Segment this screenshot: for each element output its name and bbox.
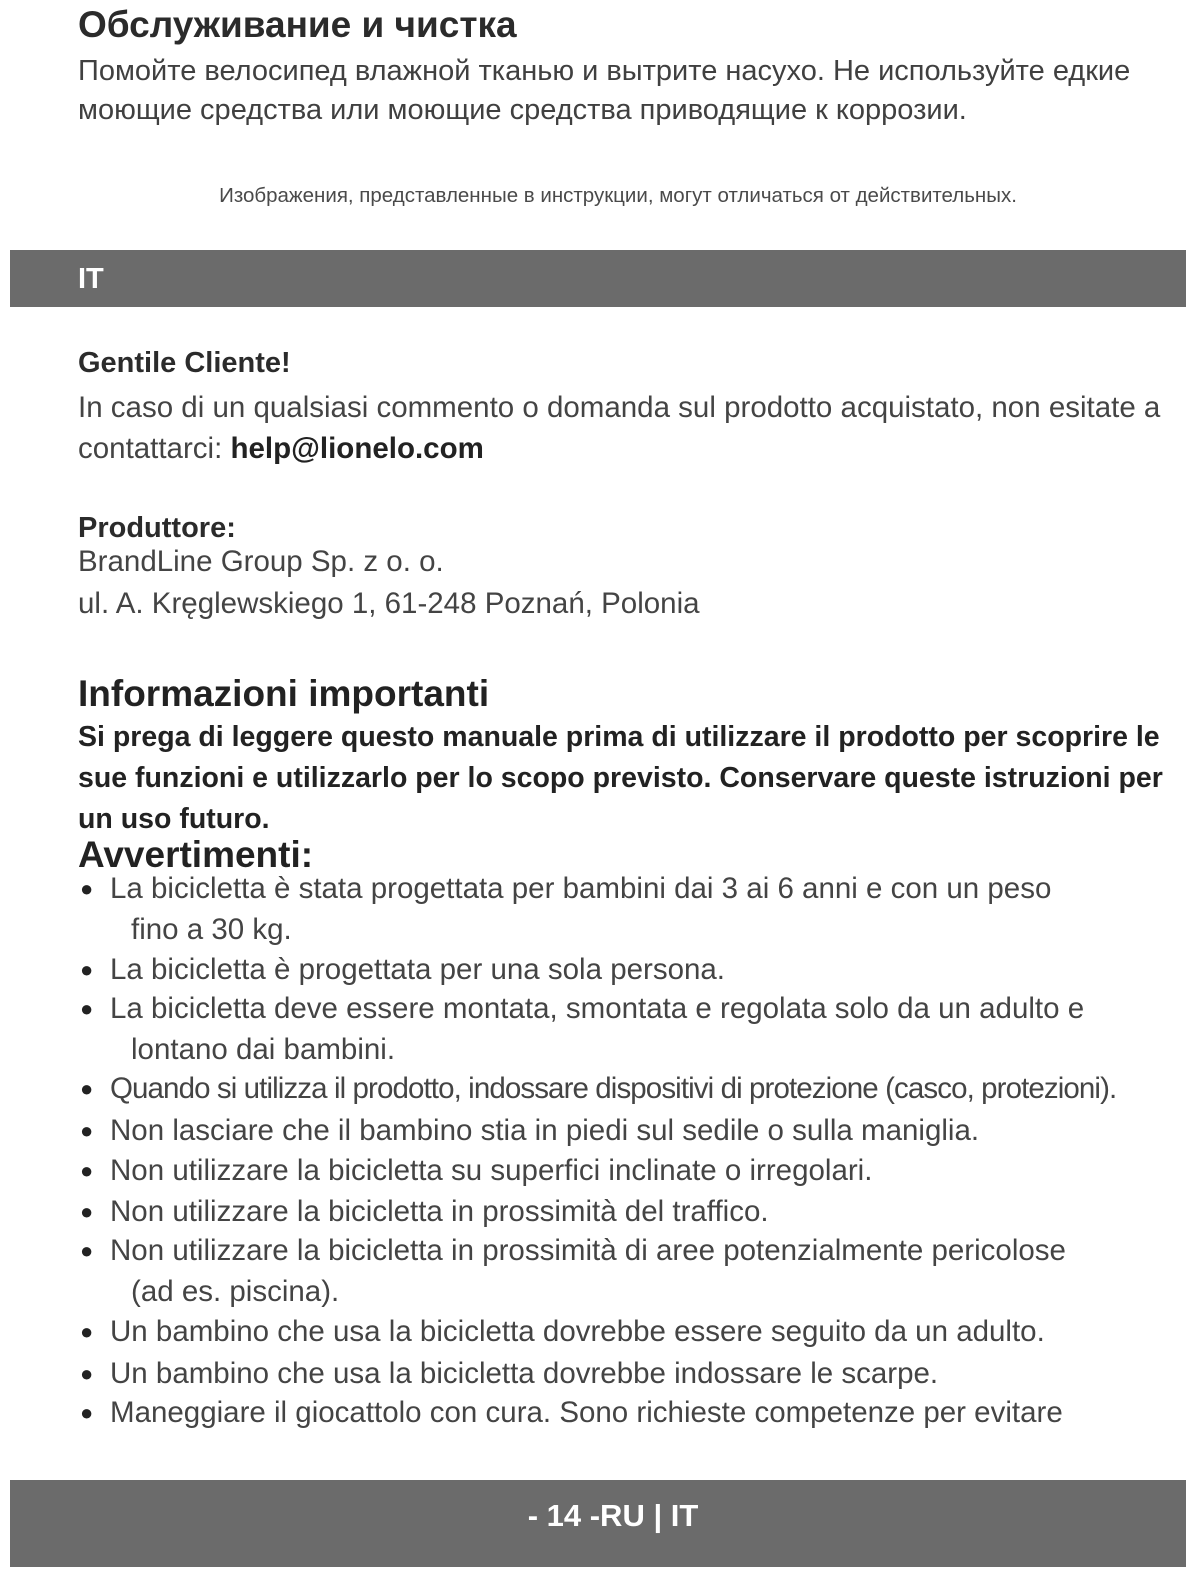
list-item xyxy=(78,1150,1178,1191)
list-item xyxy=(78,1230,1178,1312)
bullet-icon: ● xyxy=(80,1238,94,1263)
list-item xyxy=(78,949,1178,990)
list-item-text: Quando si utilizza il prodotto, indossare dispositivi di protezione (casco, protezioni). xyxy=(110,1072,1117,1105)
list-item xyxy=(78,1353,1178,1394)
ru-maintenance-text: Помойте велосипед влажной тканью и вытрите насухо. Не используйте едкие моющие средства или моющие средства приводящие к коррозии. xyxy=(78,55,1131,126)
list-item-text: Non utilizzare la bicicletta in prossimità del traffico. xyxy=(110,1195,769,1228)
list-item xyxy=(78,1191,1178,1232)
language-bar-label: IT xyxy=(78,263,104,295)
bullet-icon: ● xyxy=(80,996,94,1021)
producer-company: BrandLine Group Sp. z o. o. xyxy=(78,545,444,578)
important-info-heading: Informazioni importanti xyxy=(78,673,490,714)
bullet-icon: ● xyxy=(80,1361,94,1386)
images-disclaimer: Изображения, представленные в инструкции, могут отличаться от действительных. xyxy=(219,184,1017,207)
greeting-title: Gentile Cliente! xyxy=(78,347,291,379)
list-item-text-cont: (ad es. piscina). xyxy=(131,1275,340,1308)
language-bar-it xyxy=(10,250,1186,307)
bullet-icon: ● xyxy=(80,1076,93,1101)
bullet-icon: ● xyxy=(80,1400,94,1425)
list-item-text: Un bambino che usa la bicicletta dovrebbe essere seguito da un adulto. xyxy=(110,1315,1045,1348)
list-item-text-cont: fino a 30 kg. xyxy=(131,913,292,946)
bullet-icon: ● xyxy=(80,1158,94,1183)
bullet-icon: ● xyxy=(80,957,94,982)
contact-text xyxy=(78,387,1186,469)
important-info-text: Si prega di leggere questo manuale prima di utilizzare il prodotto per scoprire le sue funzioni e utilizzarlo per lo scopo previsto. Conservare queste istruzioni per un uso futuro. xyxy=(78,721,1163,835)
producer-address: ul. A. Kręglewskiego 1, 61-248 Poznań, Polonia xyxy=(78,587,700,620)
bullet-icon: ● xyxy=(80,1199,94,1224)
list-item xyxy=(78,988,1178,1070)
list-item xyxy=(78,1392,1178,1433)
list-item-text: Non lasciare che il bambino stia in piedi sul sedile o sulla maniglia. xyxy=(110,1114,980,1147)
ru-maintenance-heading: Обслуживание и чистка xyxy=(78,4,517,45)
bullet-icon: ● xyxy=(80,1319,94,1344)
list-item xyxy=(78,1311,1178,1352)
list-item-text: Maneggiare il giocattolo con cura. Sono richieste competenze per evitare xyxy=(110,1396,1063,1429)
list-item xyxy=(78,1110,1178,1151)
bullet-icon: ● xyxy=(80,1118,94,1143)
page-number: - 14 -RU | IT xyxy=(527,1498,699,1533)
producer-title: Produttore: xyxy=(78,512,236,544)
list-item-text: Non utilizzare la bicicletta su superfici inclinate o irregolari. xyxy=(110,1154,873,1187)
list-item-text: La bicicletta deve essere montata, smontata e regolata solo da un adulto e xyxy=(110,992,1085,1025)
list-item xyxy=(78,868,1178,950)
list-item xyxy=(78,1068,1178,1109)
list-item-text: Un bambino che usa la bicicletta dovrebbe indossare le scarpe. xyxy=(110,1357,939,1390)
list-item-text: La bicicletta è progettata per una sola persona. xyxy=(110,953,725,986)
contact-message: In caso di un qualsiasi commento o domanda sul prodotto acquistato, non esitate a contattarci: xyxy=(78,391,1161,465)
contact-email[interactable]: help@lionelo.com xyxy=(230,432,484,465)
list-item-text: La bicicletta è stata progettata per bambini dai 3 ai 6 anni e con un peso xyxy=(110,872,1052,905)
page-footer xyxy=(10,1480,1186,1567)
list-item-text-cont: lontano dai bambini. xyxy=(131,1033,396,1066)
bullet-icon: ● xyxy=(80,876,94,901)
list-item-text: Non utilizzare la bicicletta in prossimità di aree potenzialmente pericolose xyxy=(110,1234,1066,1267)
warnings-heading: Avvertimenti: xyxy=(78,834,314,875)
